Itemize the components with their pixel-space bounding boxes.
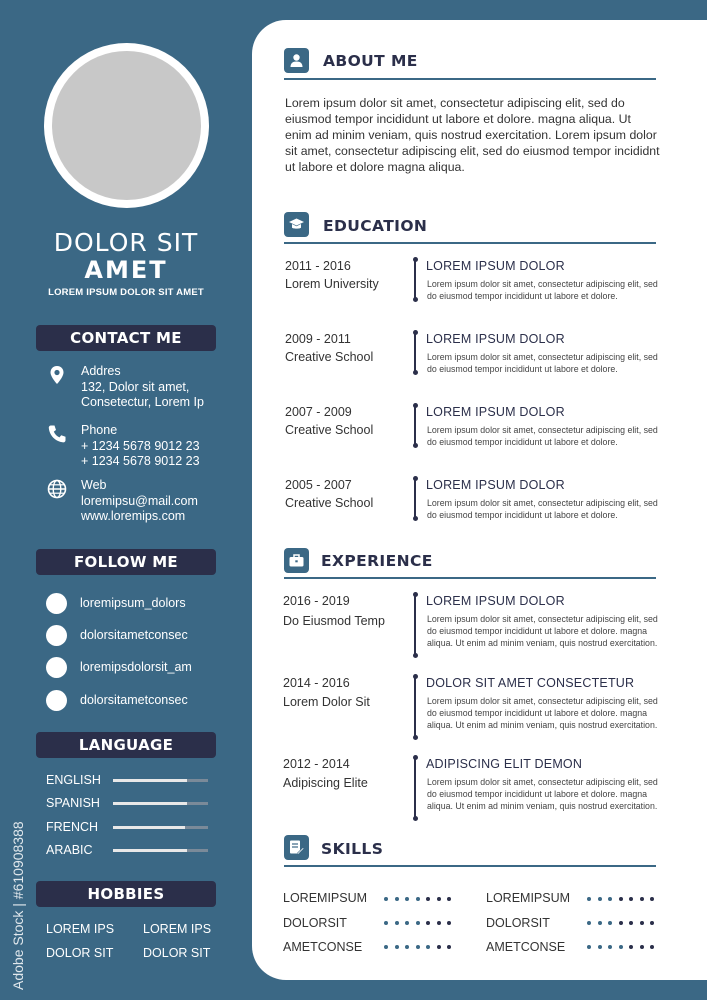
language-name: ARABIC	[46, 843, 93, 857]
education-description: Lorem ipsum dolor sit amet, consectetur adipiscing elit, sed do eiusmod tempor incididunt ut labore et dolore.	[427, 425, 658, 447]
sidebar	[0, 0, 252, 1000]
profile-photo-placeholder	[52, 51, 201, 200]
profile-photo-frame	[44, 43, 209, 208]
skill-dot-filled	[395, 897, 399, 901]
language-level-fill	[113, 826, 185, 829]
follow-heading: FOLLOW ME	[36, 549, 216, 575]
skill-dot-filled	[384, 921, 388, 925]
social-handle: loremipsdolorsit_am	[80, 660, 192, 674]
hobby-item: LOREM IPS	[46, 922, 115, 936]
contact-address-text	[81, 364, 204, 411]
experience-description: Lorem ipsum dolor sit amet, consectetur adipiscing elit, sed do eiusmod tempor incididunt ut labore et dolore. magna aliqua. Ut enim ad minim veniam, quis nostrud exercitation.	[427, 777, 658, 811]
contact-phone-label: Phone	[81, 423, 118, 437]
name-second-line: AMET	[84, 256, 168, 284]
language-name: FRENCH	[46, 820, 99, 834]
education-title: LOREM IPSUM DOLOR	[426, 405, 565, 419]
contact-address-line: Consetectur, Lorem Ip	[81, 395, 204, 409]
social-icon	[46, 690, 67, 711]
education-years: 2011 - 2016	[285, 259, 351, 273]
skill-dot-filled	[405, 945, 409, 949]
skill-dot-empty	[629, 897, 633, 901]
skill-dot-filled	[384, 897, 388, 901]
skill-dot-filled	[416, 897, 420, 901]
experience-company: Do Eiusmod Temp	[283, 614, 385, 628]
skill-dot-empty	[650, 945, 654, 949]
experience-title: LOREM IPSUM DOLOR	[426, 594, 565, 608]
experience-years: 2014 - 2016	[283, 676, 350, 690]
education-divider	[284, 242, 656, 244]
hobby-item: DOLOR SIT	[143, 946, 211, 960]
skill-dot-empty	[650, 921, 654, 925]
experience-years: 2016 - 2019	[283, 594, 350, 608]
language-name: SPANISH	[46, 796, 100, 810]
skill-dot-filled	[598, 945, 602, 949]
education-title: LOREM IPSUM DOLOR	[426, 332, 565, 346]
about-divider	[284, 78, 656, 80]
skill-name: AMETCONSE	[486, 940, 566, 954]
language-heading: LANGUAGE	[36, 732, 216, 758]
skills-divider	[284, 865, 656, 867]
education-years: 2009 - 2011	[285, 332, 351, 346]
skill-dot-filled	[416, 921, 420, 925]
skill-dot-filled	[395, 921, 399, 925]
contact-web-label: Web	[81, 478, 107, 492]
timeline-line	[414, 405, 416, 446]
timeline-line	[414, 676, 416, 738]
skill-name: LOREMIPSUM	[486, 891, 571, 905]
social-handle: dolorsitametconsec	[80, 628, 188, 642]
skill-dot-filled	[587, 897, 591, 901]
social-icon	[46, 657, 67, 678]
social-icon	[46, 593, 67, 614]
social-handle: loremipsum_dolors	[80, 596, 186, 610]
skill-dot-filled	[405, 897, 409, 901]
skill-dot-filled	[608, 897, 612, 901]
skills-heading: SKILLS	[321, 840, 384, 858]
timeline-line	[414, 332, 416, 373]
skill-dot-filled	[619, 945, 623, 949]
language-level-fill	[113, 779, 187, 782]
skill-dot-filled	[587, 921, 591, 925]
skill-dot-empty	[629, 921, 633, 925]
skill-dot-empty	[619, 921, 623, 925]
skill-name: DOLORSIT	[486, 916, 550, 930]
education-years: 2005 - 2007	[285, 478, 352, 492]
phone-icon	[46, 423, 68, 445]
education-description: Lorem ipsum dolor sit amet, consectetur adipiscing elit, sed do eiusmod tempor incididunt ut labore et dolore.	[427, 498, 658, 520]
skill-dot-empty	[447, 897, 451, 901]
contact-phone-number: + 1234 5678 9012 23	[81, 438, 200, 453]
skill-name: DOLORSIT	[283, 916, 347, 930]
about-heading: ABOUT ME	[323, 52, 418, 70]
language-level-fill	[113, 849, 187, 852]
skill-dot-empty	[426, 921, 430, 925]
contact-address-line: 132, Dolor sit amet,	[81, 379, 190, 394]
globe-icon	[46, 478, 68, 500]
education-school: Creative School	[285, 423, 374, 437]
skill-dot-filled	[598, 897, 602, 901]
skill-dot-filled	[405, 921, 409, 925]
experience-description: Lorem ipsum dolor sit amet, consectetur adipiscing elit, sed do eiusmod tempor incididunt ut labore et dolore. magna aliqua. Ut enim ad minim veniam, quis nostrud exercitation.	[427, 614, 658, 648]
graduation-cap-icon	[284, 212, 309, 237]
skill-dot-empty	[619, 897, 623, 901]
skill-dot-filled	[384, 945, 388, 949]
stock-watermark: Adobe Stock | #610908388	[10, 821, 26, 990]
timeline-line	[414, 594, 416, 656]
skill-dot-filled	[416, 945, 420, 949]
skill-dot-empty	[437, 921, 441, 925]
skill-dot-empty	[640, 897, 644, 901]
contact-address-label: Addres	[81, 364, 121, 378]
skill-dot-empty	[640, 945, 644, 949]
content-panel	[252, 20, 707, 980]
skill-name: LOREMIPSUM	[283, 891, 368, 905]
timeline-line	[414, 259, 416, 300]
experience-heading: EXPERIENCE	[321, 552, 433, 570]
education-title: LOREM IPSUM DOLOR	[426, 259, 565, 273]
education-school: Creative School	[285, 496, 374, 510]
experience-title: DOLOR SIT AMET CONSECTETUR	[426, 676, 635, 690]
language-level-track	[113, 849, 208, 852]
name-first-line: DOLOR SIT	[53, 228, 199, 257]
location-pin-icon	[46, 364, 68, 386]
education-heading: EDUCATION	[323, 217, 428, 235]
experience-company: Lorem Dolor Sit	[283, 695, 370, 709]
skill-dot-empty	[426, 897, 430, 901]
timeline-line	[414, 478, 416, 519]
skill-dot-empty	[650, 897, 654, 901]
education-school: Lorem University	[285, 277, 379, 291]
skill-dot-empty	[437, 897, 441, 901]
skill-dot-filled	[608, 945, 612, 949]
about-text: Lorem ipsum dolor sit amet, consectetur adipiscing elit, sed do eiusmod tempor incididunt ut labore et dolore. magna aliqua. Ut enim ad minim veniam, quis nostrud exercitation. Lorem ipsum dolor sit amet, consectetur adipiscing elit, sed do eiusmod tempor incididnt ut labore et dolore magna aliqua.	[285, 96, 660, 174]
education-title: LOREM IPSUM DOLOR	[426, 478, 565, 492]
briefcase-icon	[284, 548, 309, 573]
skill-dot-filled	[426, 945, 430, 949]
contact-email: loremipsu@mail.com	[81, 493, 198, 508]
education-description: Lorem ipsum dolor sit amet, consectetur adipiscing elit, sed do eiusmod tempor incididunt ut labore et dolore.	[427, 352, 658, 374]
education-years: 2007 - 2009	[285, 405, 352, 419]
skill-dot-filled	[598, 921, 602, 925]
language-name: ENGLISH	[46, 773, 101, 787]
skill-name: AMETCONSE	[283, 940, 363, 954]
language-level-fill	[113, 802, 187, 805]
contact-website: www.loremips.com	[81, 509, 186, 523]
experience-company: Adipiscing Elite	[283, 776, 368, 790]
contact-heading: CONTACT ME	[36, 325, 216, 351]
education-school: Creative School	[285, 350, 374, 364]
skill-dot-empty	[447, 921, 451, 925]
contact-phone-number: + 1234 5678 9012 23	[81, 454, 200, 468]
contact-phone-text	[81, 423, 200, 470]
skill-dot-filled	[395, 945, 399, 949]
hobby-item: DOLOR SIT	[46, 946, 114, 960]
timeline-line	[414, 757, 416, 819]
skill-dot-filled	[608, 921, 612, 925]
social-handle: dolorsitametconsec	[80, 693, 188, 707]
skill-dot-empty	[447, 945, 451, 949]
user-icon	[284, 48, 309, 73]
skill-dot-empty	[629, 945, 633, 949]
social-icon	[46, 625, 67, 646]
profile-subtitle: LOREM IPSUM DOLOR SIT AMET	[48, 287, 204, 298]
language-level-track	[113, 802, 208, 805]
edit-document-icon	[284, 835, 309, 860]
education-description: Lorem ipsum dolor sit amet, consectetur adipiscing elit, sed do eiusmod tempor incididunt ut labore et dolore.	[427, 279, 658, 301]
language-level-track	[113, 779, 208, 782]
language-level-track	[113, 826, 208, 829]
hobby-item: LOREM IPS	[143, 922, 212, 936]
contact-web-text	[81, 478, 198, 525]
experience-divider	[284, 577, 656, 579]
skill-dot-empty	[640, 921, 644, 925]
skill-dot-filled	[587, 945, 591, 949]
hobbies-heading: HOBBIES	[36, 881, 216, 907]
experience-title: ADIPISCING ELIT DEMON	[426, 757, 583, 771]
experience-years: 2012 - 2014	[283, 757, 350, 771]
experience-description: Lorem ipsum dolor sit amet, consectetur adipiscing elit, sed do eiusmod tempor incididunt ut labore et dolore. magna aliqua. Ut enim ad minim veniam, quis nostrud exercitation.	[427, 696, 658, 730]
skill-dot-empty	[437, 945, 441, 949]
